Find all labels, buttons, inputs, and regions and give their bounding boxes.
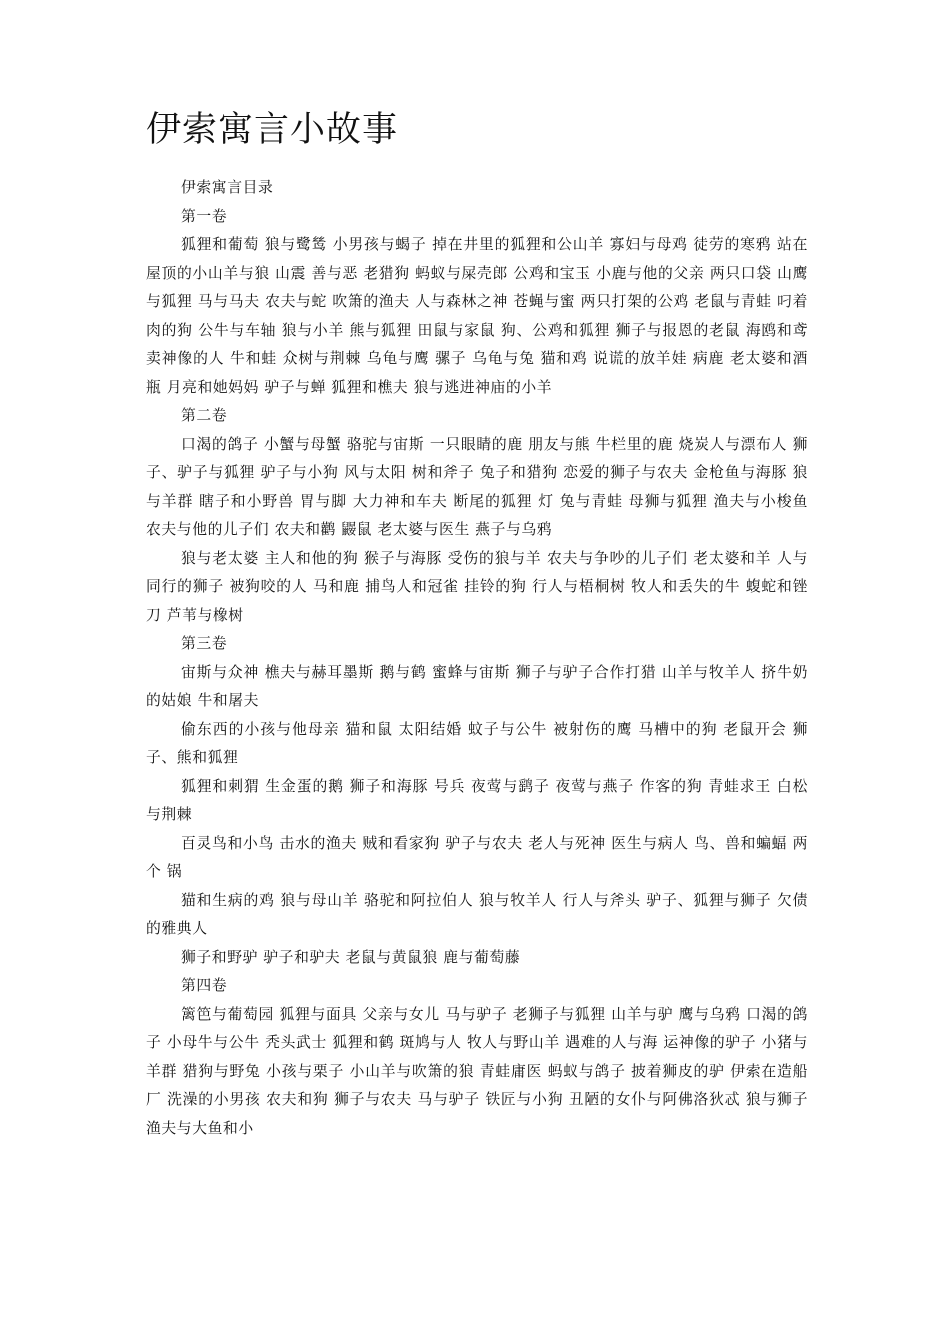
document-page: [146, 100, 808, 1143]
volume-3-list-part-6: 狮子和野驴 驴子和驴夫 老鼠与黄鼠狼 鹿与葡萄藤: [181, 948, 521, 966]
toc-heading: 伊索寓言目录: [181, 179, 274, 196]
volume-1-list: 狐狸和葡萄 狼与鹭鸶 小男孩与蝎子 掉在井里的狐狸和公山羊 寡妇与母鸡 徒劳的寒鸦 站在屋顶的小山羊与狼 山震 善与恶 老猎狗 蚂蚁与屎壳郎 公鸡和宝玉 小鹿与他的父亲 两只口袋 山鹰与狐狸 马与马夫 农夫与蛇 吹箫的渔夫 人与森林之神 苍蝇与蜜 两只打架的公鸡 老鼠与青蛙 叼着肉的狗 公牛与车轴 狼与小羊 熊与狐狸 田鼠与家鼠 狗、公鸡和狐狸 狮子与报恩的老鼠 海鸥和鸢 卖神像的人 牛和蛙 众树与荆棘 乌龟与鹰 骡子 乌龟与兔 猫和鸡 说谎的放羊娃 病鹿 老太婆和酒瓶 月亮和她妈妈 驴子与蝉 狐狸和樵夫 狼与逃进神庙的小羊: [146, 236, 808, 396]
volume-1-heading: 第一卷: [181, 207, 228, 225]
volume-2-list-part-2: 狼与老太婆 主人和他的狗 猴子与海豚 受伤的狼与羊 农夫与争吵的儿子们 老太婆和羊 人与同行的狮子 被狗咬的人 马和鹿 捕鸟人和冠雀 挂铃的狗 行人与梧桐树 牧人和丢失的牛 蝮蛇和锉刀 芦苇与橡树: [146, 549, 808, 624]
volume-3-list-part-4: 百灵鸟和小鸟 击水的渔夫 贼和看家狗 驴子与农夫 老人与死神 医生与病人 鸟、兽和蝙蝠 两个 锅: [146, 834, 808, 880]
volume-3-list-part-5: 猫和生病的鸡 狼与母山羊 骆驼和阿拉伯人 狼与牧羊人 行人与斧头 驴子、狐狸与狮子 欠债的雅典人: [146, 891, 808, 937]
volume-2-heading: 第二卷: [181, 407, 228, 424]
volume-3-list-part-2: 偷东西的小孩与他母亲 猫和鼠 太阳结婚 蚊子与公牛 被射伤的鹰 马槽中的狗 老鼠开会 狮子、熊和狐狸: [146, 720, 808, 766]
document-title: 伊索寓言小故事: [146, 110, 399, 150]
volume-2-list-part-1: 口渴的鸽子 小蟹与母蟹 骆驼与宙斯 一只眼睛的鹿 朋友与熊 牛栏里的鹿 烧炭人与漂布人 狮子、驴子与狐狸 驴子与小狗 风与太阳 树和斧子 兔子和猎狗 恋爱的狮子与农夫 金枪鱼与海豚 狼与羊群 瞎子和小野兽 胃与脚 大力神和车夫 断尾的狐狸 灯 兔与青蛙 母狮与狐狸 渔夫与小梭鱼 农夫与他的儿子们 农夫和鹳 鼹鼠 老太婆与医生 燕子与乌鸦: [146, 435, 808, 538]
volume-4-list: 篱笆与葡萄园 狐狸与面具 父亲与女儿 马与驴子 老狮子与狐狸 山羊与驴 鹰与乌鸦 口渴的鸽子 小母牛与公牛 秃头武士 狐狸和鹤 斑鸠与人 牧人与野山羊 遇难的人与海 运神像的驴子 小猪与羊群 猎狗与野兔 小孩与栗子 小山羊与吹箫的狼 青蛙庸医 蚂蚁与鸽子 披着狮皮的驴 伊索在造船厂 洗澡的小男孩 农夫和狗 狮子与农夫 马与驴子 铁匠与小狗 丑陋的女仆与阿佛洛狄忒 狼与狮子 渔夫与大鱼和小: [146, 1005, 808, 1137]
volume-3-list-part-1: 宙斯与众神 樵夫与赫耳墨斯 鹅与鹤 蜜蜂与宙斯 狮子与驴子合作打猎 山羊与牧羊人 挤牛奶的姑娘 牛和屠夫: [146, 663, 808, 709]
volume-4-heading: 第四卷: [181, 977, 228, 994]
volume-3-list-part-3: 狐狸和刺猬 生金蛋的鹅 狮子和海豚 号兵 夜莺与鹞子 夜莺与燕子 作客的狗 青蛙求王 白松与荆棘: [146, 777, 808, 823]
volume-3-heading: 第三卷: [181, 635, 228, 652]
